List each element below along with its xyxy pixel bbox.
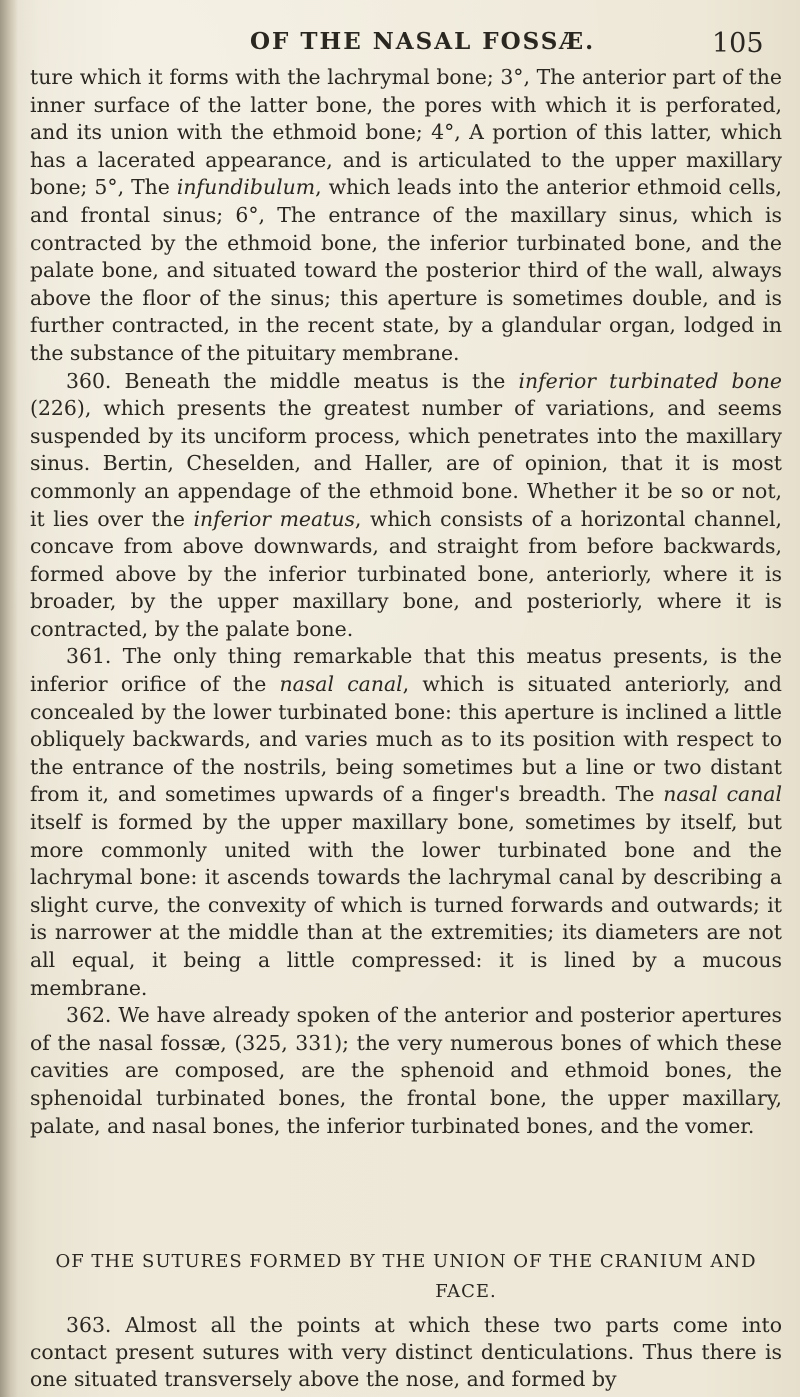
text-run: itself is formed by the upper maxillary bone, sometimes by itself, but more commonly united with the lower turbinated bone and the lachrymal bone: it ascends towards the lachrymal canal by describing a slight curve, the convexity of which is turned forwards and outwards; it is narrower at the middle than at the extremities; its diameters are not all equal, it being a little compressed: it is lined by a mucous membrane. (30, 810, 782, 1000)
italic-term: inferior meatus (193, 506, 355, 531)
paragraph-363: 363. Almost all the points at which these two parts come into contact present sutures with very distinct denticulations. Thus there is one situated transversely above the nose, and formed by (30, 1313, 782, 1391)
body-text (30, 64, 782, 1140)
body-text-continued (30, 1312, 782, 1393)
text-run: , which consists of a horizontal channel, concave from above downwards, and straight from before backwards, formed above by the inferior turbinated bone, anteriorly, where it is broader, by the upper maxillary bone, and posteriorly, where it is contracted, by the palate bone. (30, 506, 782, 641)
section-heading (30, 1247, 782, 1307)
paragraph-362 (30, 1002, 782, 1140)
text-run: 360. Beneath the middle meatus is the (66, 368, 519, 393)
italic-term: nasal canal (663, 782, 782, 807)
running-head (0, 28, 800, 64)
text-run: ture which it forms with the lachrymal bone; 3°, The anterior part of the inner surface of the latter bone, the pores with which it is perforated, and its union with the ethmoid bone; 4°, A portion of this latter, which has a lacerated appearance, and is articulated to the upper maxillary bone; 5°, The (30, 65, 782, 200)
italic-term: infundibulum (176, 175, 316, 200)
text-run: (226), which presents the greatest number of variations, and seems suspended by its unciform process, which penetrates into the maxillary sinus. Bertin, Cheselden, and Haller, are of opinion, that it is most commonly an appendage of the ethmoid bone. Whether it be so or not, it lies over the (30, 396, 782, 531)
running-title: OF THE NASAL FOSSÆ. (250, 28, 596, 55)
text-run: 361. The only thing remarkable that this meatus presents, is the inferior orifice of the (30, 644, 782, 697)
paragraph-360 (30, 368, 782, 644)
paragraph-continuation (30, 64, 782, 368)
paragraph-361 (30, 643, 782, 1002)
page-gutter-shadow (0, 0, 18, 1397)
text-run: , which leads into the anterior ethmoid cells, and frontal sinus; 6°, The entrance of the maxillary sinus, which is contracted by the ethmoid bone, the inferior turbinated bone, and the palate bone, and situated toward the posterior third of the wall, always above the floor of the sinus; this aperture is sometimes double, and is further contracted, in the recent state, by a glandular organ, lodged in the substance of the pituitary membrane. (30, 175, 782, 365)
italic-term: nasal canal (279, 672, 403, 697)
italic-term: inferior turbinated bone (518, 368, 782, 393)
text-run: 362. We have already spoken of the anterior and posterior apertures of the nasal fossæ, (325, 331); the very numerous bones of which these cavities are composed, are the sphenoid and ethmoid bones, the sphenoidal turbinated bones, the frontal bone, the upper maxillary, palate, and nasal bones, the inferior turbinated bones, and the vomer. (30, 1003, 782, 1138)
text-run: , which is situated anteriorly, and concealed by the lower turbinated bone: this aperture is inclined a little obliquely backwards, and varies much as to its position with respect to the entrance of the nostrils, being sometimes but a line or two distant from it, and sometimes upwards of a finger's breadth. The (30, 672, 782, 807)
page-number: 105 (712, 28, 764, 59)
section-heading-line-2: FACE. (435, 1281, 497, 1302)
section-heading-line-1: OF THE SUTURES FORMED BY THE UNION OF THE CRANIUM AND (55, 1251, 757, 1272)
